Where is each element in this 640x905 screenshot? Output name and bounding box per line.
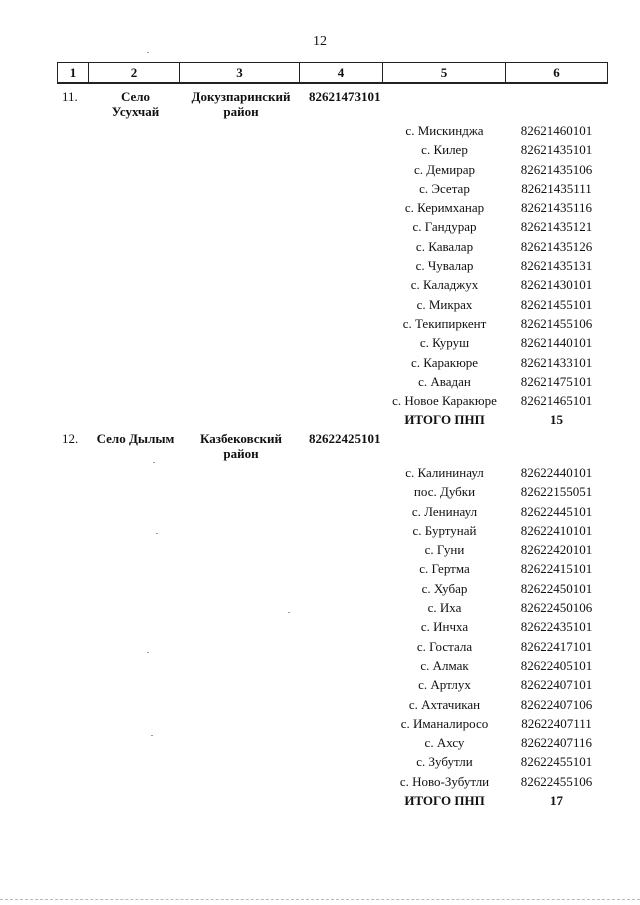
group-name <box>90 89 181 119</box>
scan-edge-line <box>0 899 640 901</box>
table-row <box>57 639 608 658</box>
settlement-code: 82622407106 <box>520 696 593 712</box>
scan-speck <box>147 652 149 653</box>
table-row <box>57 316 608 335</box>
column-header-5: 5 <box>383 63 506 82</box>
settlement-code: 82621430101 <box>520 277 593 293</box>
settlement-code: 82622415101 <box>520 561 593 577</box>
settlement-name: с. Калининаул <box>405 465 484 480</box>
settlement-code: 82621455101 <box>520 296 593 312</box>
settlement-code: 82621435101 <box>520 142 593 158</box>
table-row <box>57 355 608 374</box>
table-row <box>57 200 608 219</box>
settlement-name: пос. Дубки <box>413 484 476 500</box>
column-header-3: 3 <box>180 63 300 82</box>
settlement-name: с. Авадан <box>418 373 471 389</box>
settlement-code: 82622407111 <box>521 715 592 731</box>
settlement-code: 82621435111 <box>521 180 592 196</box>
table-row <box>57 484 608 503</box>
settlement-code: 82622445101 <box>520 503 593 519</box>
settlement-name: с. Эсетар <box>419 180 470 196</box>
group-name-line-1: Село <box>120 89 151 104</box>
settlement-name: с. Мискинджа <box>405 123 484 138</box>
table-row <box>57 335 608 354</box>
table-row <box>57 142 608 161</box>
table-row <box>57 393 608 412</box>
column-header-1: 1 <box>58 63 89 82</box>
settlement-list <box>57 465 608 813</box>
settlement-name: с. Ново-Зубутли <box>399 773 490 789</box>
table-row <box>57 239 608 258</box>
table-row <box>57 258 608 277</box>
settlement-name: с. Зубутли <box>416 754 473 770</box>
settlement-name: с. Килер <box>421 142 468 158</box>
group-name <box>90 431 181 446</box>
table-row <box>57 754 608 773</box>
group-district-line-2: район <box>223 104 259 119</box>
settlement-code: 82621440101 <box>520 335 593 351</box>
table-row <box>57 619 608 638</box>
table-row <box>57 277 608 296</box>
group-district <box>181 431 301 461</box>
total-value: 15 <box>550 412 563 428</box>
settlement-name: с. Микрах <box>416 296 473 312</box>
settlement-name: с. Алмак <box>420 657 469 673</box>
scan-speck <box>151 735 153 736</box>
page-number: 12 <box>313 34 327 49</box>
settlement-name: с. Новое Каракюре <box>392 393 497 409</box>
table-row <box>57 181 608 200</box>
settlement-name: с. Чувалар <box>415 258 474 274</box>
settlement-code: 82622420101 <box>520 542 593 558</box>
settlement-code: 82621465101 <box>520 393 593 409</box>
settlement-code: 82622440101 <box>520 465 593 480</box>
settlement-code: 82621433101 <box>520 354 593 370</box>
group-name-line-1: Село Дылым <box>96 431 175 446</box>
settlement-name: с. Хубар <box>421 580 468 596</box>
table-row <box>57 581 608 600</box>
settlement-code: 82621435126 <box>520 238 593 254</box>
settlement-code: 82621435131 <box>520 258 593 274</box>
settlement-code: 82622435101 <box>520 619 593 635</box>
settlement-code: 82621455106 <box>520 315 593 331</box>
settlement-code: 82621475101 <box>520 373 593 389</box>
table-row <box>57 697 608 716</box>
group-code: 82622425101 <box>309 431 381 446</box>
settlement-code: 82622455106 <box>520 773 593 789</box>
group-code: 82621473101 <box>309 89 381 104</box>
settlement-name: с. Гертма <box>419 561 470 577</box>
settlement-code: 82622450101 <box>520 580 593 596</box>
settlement-name: с. Иманалиросо <box>400 715 489 731</box>
group-number: 11. <box>62 89 78 104</box>
group-district <box>181 89 301 119</box>
settlement-name: с. Артлух <box>418 677 471 693</box>
group-district-line-2: район <box>223 446 259 461</box>
total-label: ИТОГО ПНП <box>404 793 485 809</box>
settlement-name: с. Гандурар <box>412 219 477 235</box>
table-header-row <box>57 62 608 84</box>
settlement-code: 82622450106 <box>520 600 593 616</box>
settlement-name: с. Текипиркент <box>402 315 487 331</box>
group-district-line-1: Казбековский <box>200 431 282 446</box>
settlement-name: с. Куруш <box>419 335 470 351</box>
column-header-2: 2 <box>89 63 180 82</box>
table-row <box>57 542 608 561</box>
total-label: ИТОГО ПНП <box>404 412 485 428</box>
settlement-code: 82622155051 <box>520 484 593 500</box>
settlement-list <box>57 123 608 432</box>
total-row <box>57 412 608 432</box>
settlement-name: с. Гостала <box>416 638 473 654</box>
settlement-name: с. Ленинаул <box>411 503 478 519</box>
settlement-code: 82622417101 <box>520 638 593 654</box>
total-row <box>57 793 608 813</box>
settlement-code: 82622407101 <box>520 677 593 693</box>
settlement-name: с. Инчха <box>420 619 469 635</box>
scan-speck <box>156 533 158 534</box>
group-district-line-1: Докузпаринский <box>191 89 291 104</box>
table-row <box>57 219 608 238</box>
table-row <box>57 677 608 696</box>
table-row <box>57 735 608 754</box>
total-value: 17 <box>550 793 563 809</box>
settlement-name: с. Ахтачикан <box>408 696 481 712</box>
group-name-line-2: Усухчай <box>111 104 160 119</box>
settlement-code: 82621460101 <box>520 123 593 138</box>
table-row <box>57 523 608 542</box>
settlement-name: с. Демирар <box>413 161 476 177</box>
settlement-name: с. Гуни <box>424 542 465 558</box>
table-row <box>57 774 608 793</box>
settlement-name: с. Каракюре <box>410 354 479 370</box>
settlement-code: 82622407116 <box>520 735 593 751</box>
settlement-code: 82622455101 <box>520 754 593 770</box>
group-number: 12. <box>62 431 79 446</box>
settlement-name: с. Ахсу <box>424 735 465 751</box>
table-row <box>57 297 608 316</box>
scan-speck <box>153 462 155 463</box>
settlement-code: 82621435116 <box>520 200 593 216</box>
table-row <box>57 600 608 619</box>
settlement-code: 82621435106 <box>520 161 593 177</box>
table-row <box>57 658 608 677</box>
settlement-name: с. Буртунай <box>412 522 477 538</box>
scan-speck <box>288 612 290 613</box>
settlement-code: 82622405101 <box>520 657 593 673</box>
settlement-code: 82621435121 <box>520 219 593 235</box>
table-row <box>57 162 608 181</box>
settlement-name: с. Кавалар <box>415 238 474 254</box>
table-row <box>57 123 608 142</box>
settlement-name: с. Каладжух <box>410 277 479 293</box>
table-row <box>57 504 608 523</box>
settlement-name: с. Иха <box>427 600 462 616</box>
table-row <box>57 561 608 580</box>
column-header-4: 4 <box>300 63 383 82</box>
table-row <box>57 374 608 393</box>
table-row <box>57 716 608 735</box>
settlement-name: с. Керимханар <box>404 200 485 216</box>
table-row <box>57 465 608 484</box>
column-header-6: 6 <box>553 64 560 80</box>
scan-speck <box>147 52 149 53</box>
settlement-code: 82622410101 <box>520 522 593 538</box>
